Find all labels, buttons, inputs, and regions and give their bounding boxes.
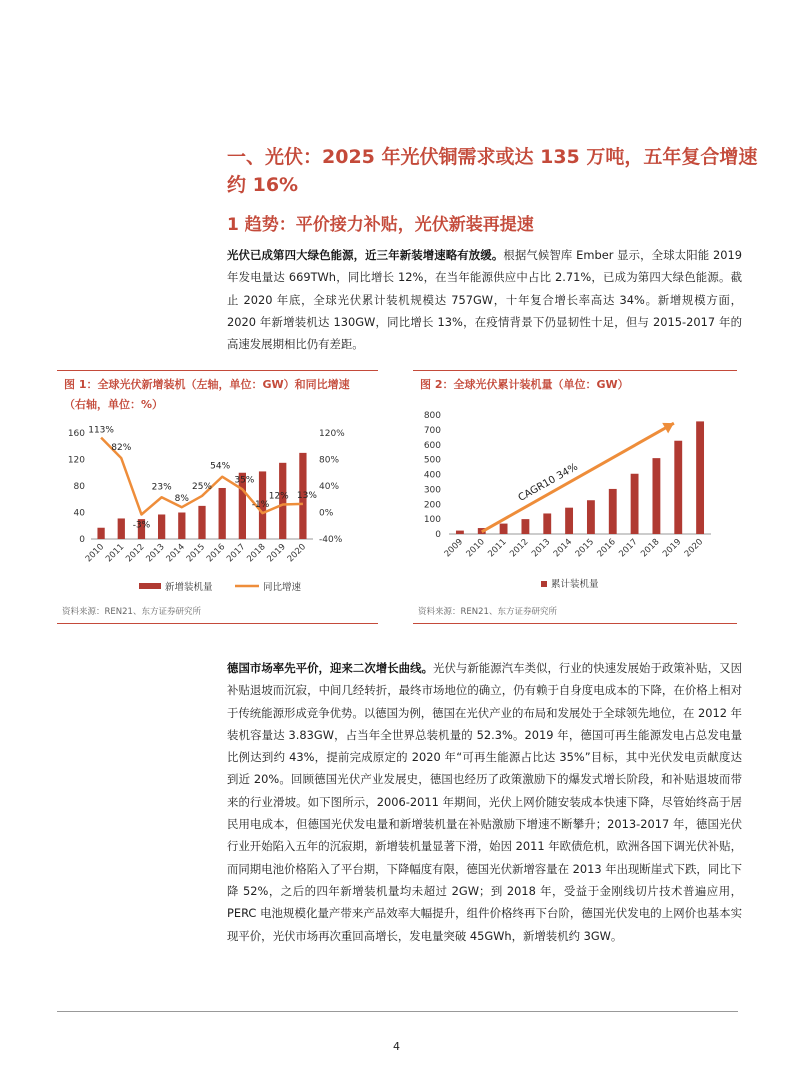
page-number: 4 [393, 1040, 400, 1053]
bar-cumulative-capacity [631, 474, 639, 534]
x-tick-label: 2013 [529, 537, 553, 560]
right-axis-tick-label: 0% [319, 508, 334, 519]
bar-cumulative-capacity [521, 519, 529, 534]
cagr-annotation: CAGR10 34% [516, 461, 580, 504]
x-tick-label: 2018 [245, 542, 268, 565]
bar-cumulative-capacity [652, 458, 660, 534]
x-tick-label: 2012 [508, 537, 531, 560]
figure-1 [57, 370, 378, 624]
y-tick-label: 700 [423, 425, 441, 436]
y-tick-label: 0 [435, 530, 441, 540]
bar-new-capacity [178, 513, 185, 540]
y-tick-label: 800 [423, 411, 441, 421]
x-tick-label: 2012 [124, 542, 147, 565]
legend-bar-swatch [139, 583, 161, 589]
paragraph-germany-market [227, 657, 742, 947]
y-tick-label: 400 [423, 470, 441, 481]
left-axis-tick-label: 80 [73, 482, 85, 492]
paragraph-body: 根据气候智库 Ember 显示，全球太阳能 2019 年发电量达 669TWh，同比增长 12%，在当年能源供应中占比 2.71%，已成为第四大绿色能源。截止 2020 年底，全球光伏累计装机规模达 757GW，十年复合增长率高达 34%。新增规模方面，2020 年新增装机达 130GW，同比增长 13%，在疫情背景下仍显韧性十足，但与 2015-2017 年的高速发展期相比仍有差距。 [227, 248, 742, 352]
growth-data-label: 13% [296, 490, 317, 501]
growth-data-label: 82% [111, 443, 132, 454]
left-axis-tick-label: 0 [79, 535, 85, 545]
legend-bar-swatch [541, 581, 547, 587]
y-tick-label: 600 [423, 440, 441, 451]
right-axis-tick-label: 40% [319, 482, 340, 492]
bar-new-capacity [158, 514, 165, 539]
paragraph-lead: 光伏已成第四大绿色能源，近三年新装增速略有放缓。 [227, 248, 504, 262]
bar-cumulative-capacity [609, 489, 617, 534]
figure-2-title: 图 2：全球光伏累计装机量（单位：GW） [420, 378, 629, 391]
growth-data-label: 25% [191, 481, 213, 492]
legend-bar-label: 新增装机量 [165, 582, 213, 593]
x-tick-label: 2011 [104, 542, 127, 565]
y-tick-label: 300 [423, 485, 441, 496]
right-axis-tick-label: 120% [319, 429, 345, 439]
x-tick-label: 2013 [144, 542, 167, 565]
paragraph-lead: 德国市场率先平价，迎来二次增长曲线。 [227, 661, 434, 675]
growth-data-label: 8% [174, 494, 189, 505]
left-axis-tick-label: 40 [73, 508, 85, 519]
y-tick-label: 100 [423, 515, 441, 526]
x-tick-label: 2014 [164, 542, 187, 565]
growth-data-label: 35% [234, 475, 255, 486]
paragraph-body: 光伏与新能源汽车类似，行业的快速发展始于政策补贴，又因补贴退坡而沉寂，中间几经转折，最终市场地位的确立，仍有赖于自身度电成本的下降，在价格上相对于传统能源形成竞争优势。以德国为例，德国在光伏产业的布局和发展处于全球领先地位，在 2012 年装机容量达 3.83GW，占当年全世界总装机量的 52.3%。2019 年，德国可再生能源发电占总发电量比例达到约 43%，提前完成原定的 2020 年“可再生能源占比达 35%”目标，其中光伏发电贡献度达到近 20%。回顾德国光伏产业发展史，德国也经历了政策激励下的爆发式增长阶段，和补贴退坡而带来的行业滑坡。如下图所示，2006-2011 年期间，光伏上网价随安装成本快速下降，尽管始终高于居民用电成本，但德国光伏发电量和新增装机量在补贴激励下增速不断攀升；2013-2017 年，德国光伏行业开始陷入五年的沉寂期，新增装机量显著下滑，始因 2011 年欧债危机，欧洲各国下调光伏补贴，而同期电池价格陷入了平台期，下降幅度有限，德国光伏新增容量在 2013 年出现断崖式下跌，同比下降 52%，之后的四年新增装机量均未超过 2GW；到 2018 年，受益于金刚线切片技术普遍应用，PERC 电池规模化量产带来产品效率大幅提升，组件价格终再下台阶，德国光伏发电的上网价也基本实现平价，光伏市场再次重回高增长，发电量突破 45GWh，新增装机约 3GW。 [227, 661, 742, 943]
chart-1 [57, 371, 378, 605]
bar-cumulative-capacity [543, 513, 551, 534]
bar-cumulative-capacity [500, 524, 508, 534]
line-growth-rate [101, 438, 303, 515]
legend-bar-label: 累计装机量 [551, 579, 599, 590]
growth-data-label: 23% [151, 482, 172, 493]
growth-data-label: 12% [268, 491, 289, 502]
legend-line-label: 同比增速 [263, 582, 302, 593]
bar-new-capacity [219, 488, 226, 539]
x-tick-label: 2016 [204, 542, 228, 565]
growth-data-label: 54% [210, 461, 231, 472]
x-tick-label: 2019 [660, 537, 684, 560]
bar-cumulative-capacity [456, 531, 464, 534]
section-title: 一、光伏：2025 年光伏铜需求或达 135 万吨，五年复合增速约 16% [227, 146, 758, 196]
right-axis-tick-label: -40% [319, 535, 343, 545]
x-tick-label: 2016 [595, 537, 618, 560]
bar-new-capacity [118, 518, 125, 539]
x-tick-label: 2019 [265, 542, 288, 565]
paragraph-solar-overview [227, 244, 742, 355]
growth-data-label: 113% [88, 425, 114, 436]
growth-data-label: -1% [251, 500, 270, 511]
bar-cumulative-capacity [696, 421, 704, 534]
bar-new-capacity [97, 528, 104, 539]
x-tick-label: 2017 [617, 537, 640, 560]
y-tick-label: 500 [423, 455, 441, 466]
x-tick-label: 2015 [184, 542, 208, 565]
bar-new-capacity [198, 506, 205, 539]
x-tick-label: 2010 [83, 542, 107, 565]
x-tick-label: 2020 [682, 537, 706, 560]
bar-cumulative-capacity [674, 441, 682, 534]
bar-cumulative-capacity [565, 508, 573, 534]
x-tick-label: 2011 [486, 537, 509, 560]
left-axis-tick-label: 160 [67, 429, 85, 439]
x-tick-label: 2010 [464, 537, 487, 560]
x-tick-label: 2017 [225, 542, 248, 565]
figure-1-source: 资料来源：REN21、东方证券研究所 [62, 607, 201, 617]
x-tick-label: 2009 [442, 537, 466, 560]
x-tick-label: 2020 [285, 542, 309, 565]
growth-data-label: -3% [132, 520, 151, 531]
figure-1-title: 图 1：全球光伏新增装机（左轴，单位：GW）和同比增速（右轴，单位：%） [64, 378, 350, 411]
chart-2 [413, 371, 737, 605]
x-tick-label: 2018 [639, 537, 662, 560]
trend-arrow-line [482, 423, 674, 532]
bar-cumulative-capacity [587, 500, 595, 534]
right-axis-tick-label: 80% [319, 455, 340, 466]
figure-2 [413, 370, 737, 624]
x-tick-label: 2015 [573, 537, 597, 560]
subsection-title: 1 趋势：平价接力补贴，光伏新装再提速 [227, 215, 534, 235]
footer-divider [57, 1011, 738, 1012]
y-tick-label: 200 [423, 500, 441, 511]
left-axis-tick-label: 120 [67, 455, 85, 466]
figure-2-source: 资料来源：REN21、东方证券研究所 [418, 607, 557, 617]
x-tick-label: 2014 [551, 537, 575, 560]
